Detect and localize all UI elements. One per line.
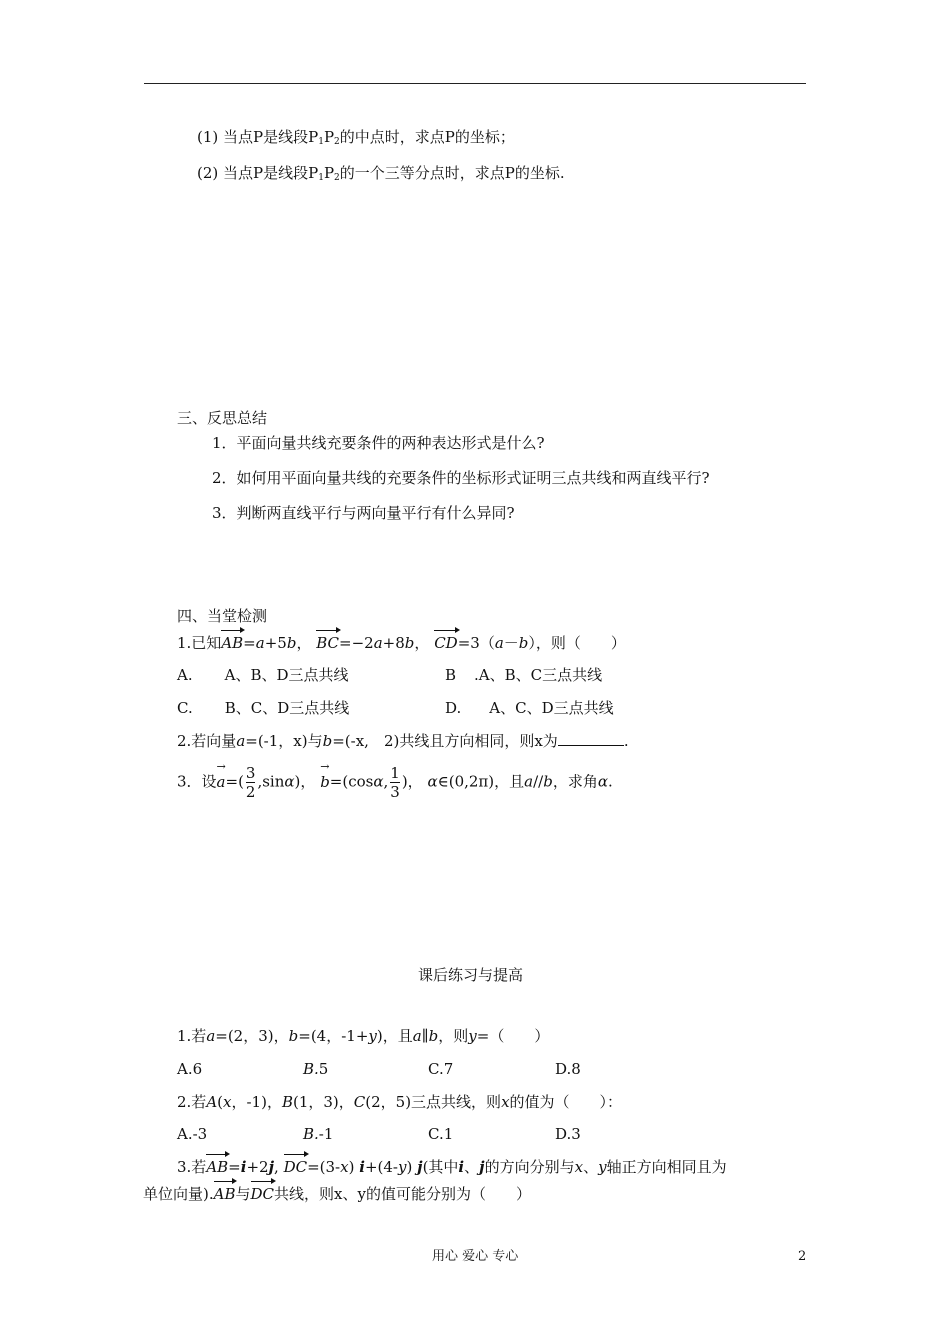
section4-question-2: 2.若向量a=(-1，x)与b=(-x, 2)共线且方向相同，则x为 .	[177, 732, 629, 750]
section5-q2-option-d: D.3	[555, 1125, 581, 1143]
section5-question-3-line-2: 单位向量).AB与DC共线，则x、y的值可能分别为（ ）	[143, 1178, 531, 1204]
section5-q1-option-c: C.7	[428, 1060, 454, 1078]
section3-item-3: 3．判断两直线平行与两向量平行有什么异同?	[212, 504, 515, 522]
answer-blank	[558, 731, 624, 746]
section4-option-d: D. A、C、D三点共线	[445, 699, 614, 717]
section4-option-c: C. B、C、D三点共线	[177, 699, 350, 717]
page-number: 2	[798, 1249, 807, 1264]
footer-text: 用心 爱心 专心	[432, 1249, 519, 1264]
section4-question-1: 1.已知AB=a+5b， BC=−2a+8b， CD=3（a－b），则（ ）	[177, 627, 626, 653]
section5-question-2: 2.若A(x，-1)，B(1，3)，C(2，5)三点共线，则x的值为（ ）：	[177, 1093, 623, 1111]
section5-q1-option-d: D.8	[555, 1060, 581, 1078]
section5-q1-option-a: A.6	[177, 1060, 203, 1078]
section4-option-a: A. A、B、D三点共线	[177, 666, 349, 684]
question-part-2: (2) 当点P是线段$P_1P_2$的一个三等分点时，求点P的坐标.	[197, 164, 565, 183]
header-rule	[144, 83, 806, 84]
section3-item-2: 2．如何用平面向量共线的充要条件的坐标形式证明三点共线和两直线平行?	[212, 469, 710, 487]
section4-question-3: 3．设→ a=( $\frac{3}{2}$ ,sinα)， → b=(cosα, $\frac{1}{3}$ )， α∈(0,2π)，且a//b，求角α.	[177, 764, 613, 801]
fraction-one-third: $\frac{1}{3}$	[390, 764, 400, 801]
section4-option-b: B .A、B、C三点共线	[445, 666, 603, 684]
section3-title: 三、反思总结	[177, 409, 268, 427]
section5-question-1: 1.若a=(2，3)，b=(4，-1+y)，且a∥b，则y=（ ）	[177, 1027, 550, 1045]
section4-title: 四、当堂检测	[177, 607, 268, 625]
section3-item-1: 1．平面向量共线充要条件的两种表达形式是什么?	[212, 434, 545, 452]
fraction-three-halves: $\frac{3}{2}$	[245, 764, 256, 801]
section5-title: 课后练习与提高	[418, 966, 524, 984]
section5-q2-option-a: A.-3	[177, 1125, 208, 1143]
section5-q1-option-b: B.5	[303, 1060, 329, 1078]
section5-q2-option-c: C.1	[428, 1125, 454, 1143]
section5-question-3-line-1: 3.若AB=i+2j, DC=(3-x) i+(4-y) j(其中i、j的方向分别与x、y轴正方向相同且为	[177, 1151, 727, 1177]
section5-q2-option-b: B.-1	[303, 1125, 334, 1143]
question-part-1: (1) 当点P是线段$P_1P_2$的中点时，求点P的坐标；	[197, 128, 515, 147]
